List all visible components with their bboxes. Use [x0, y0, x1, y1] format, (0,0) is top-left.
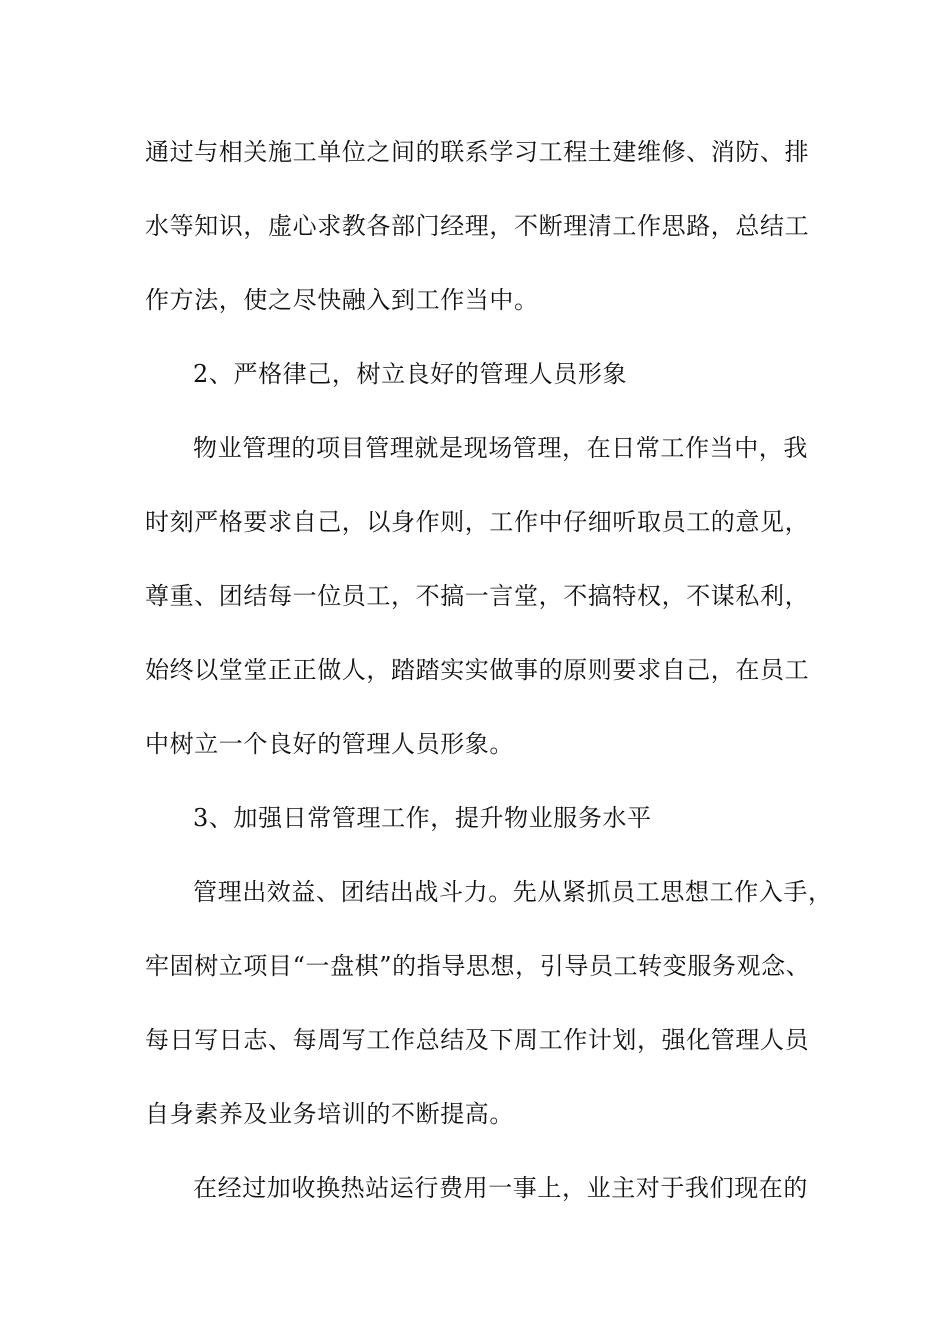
paragraph-line: 管理出效益、团结出战斗力。先从紧抓员工思想工作入手，	[193, 878, 833, 906]
paragraph-line: 尊重、团结每一位员工，不搞一言堂，不搞特权，不谋私利，	[145, 582, 810, 610]
paragraph-line: 作方法，使之尽快融入到工作当中。	[145, 286, 539, 314]
paragraph-line: 始终以堂堂正正做人，踏踏实实做事的原则要求自己，在员工	[145, 656, 810, 684]
section-heading: 2、严格律己，树立良好的管理人员形象	[193, 360, 628, 388]
paragraph-line: 每日写日志、每周写工作总结及下周工作计划，强化管理人员	[145, 1026, 810, 1054]
paragraph-line: 水等知识，虚心求教各部门经理，不断理清工作思路，总结工	[145, 212, 810, 240]
paragraph-line: 时刻严格要求自己，以身作则，工作中仔细听取员工的意见，	[145, 508, 810, 536]
paragraph-line: 物业管理的项目管理就是现场管理，在日常工作当中，我	[193, 434, 808, 462]
paragraph-line: 通过与相关施工单位之间的联系学习工程土建维修、消防、排	[145, 138, 810, 166]
section-heading: 3、加强日常管理工作，提升物业服务水平	[193, 804, 652, 832]
paragraph-line: 中树立一个良好的管理人员形象。	[145, 730, 514, 758]
paragraph-line: 牢固树立项目“一盘棋”的指导思想，引导员工转变服务观念、	[145, 952, 811, 980]
paragraph-line: 自身素养及业务培训的不断提高。	[145, 1100, 514, 1128]
paragraph-line: 在经过加收换热站运行费用一事上，业主对于我们现在的	[193, 1174, 808, 1202]
